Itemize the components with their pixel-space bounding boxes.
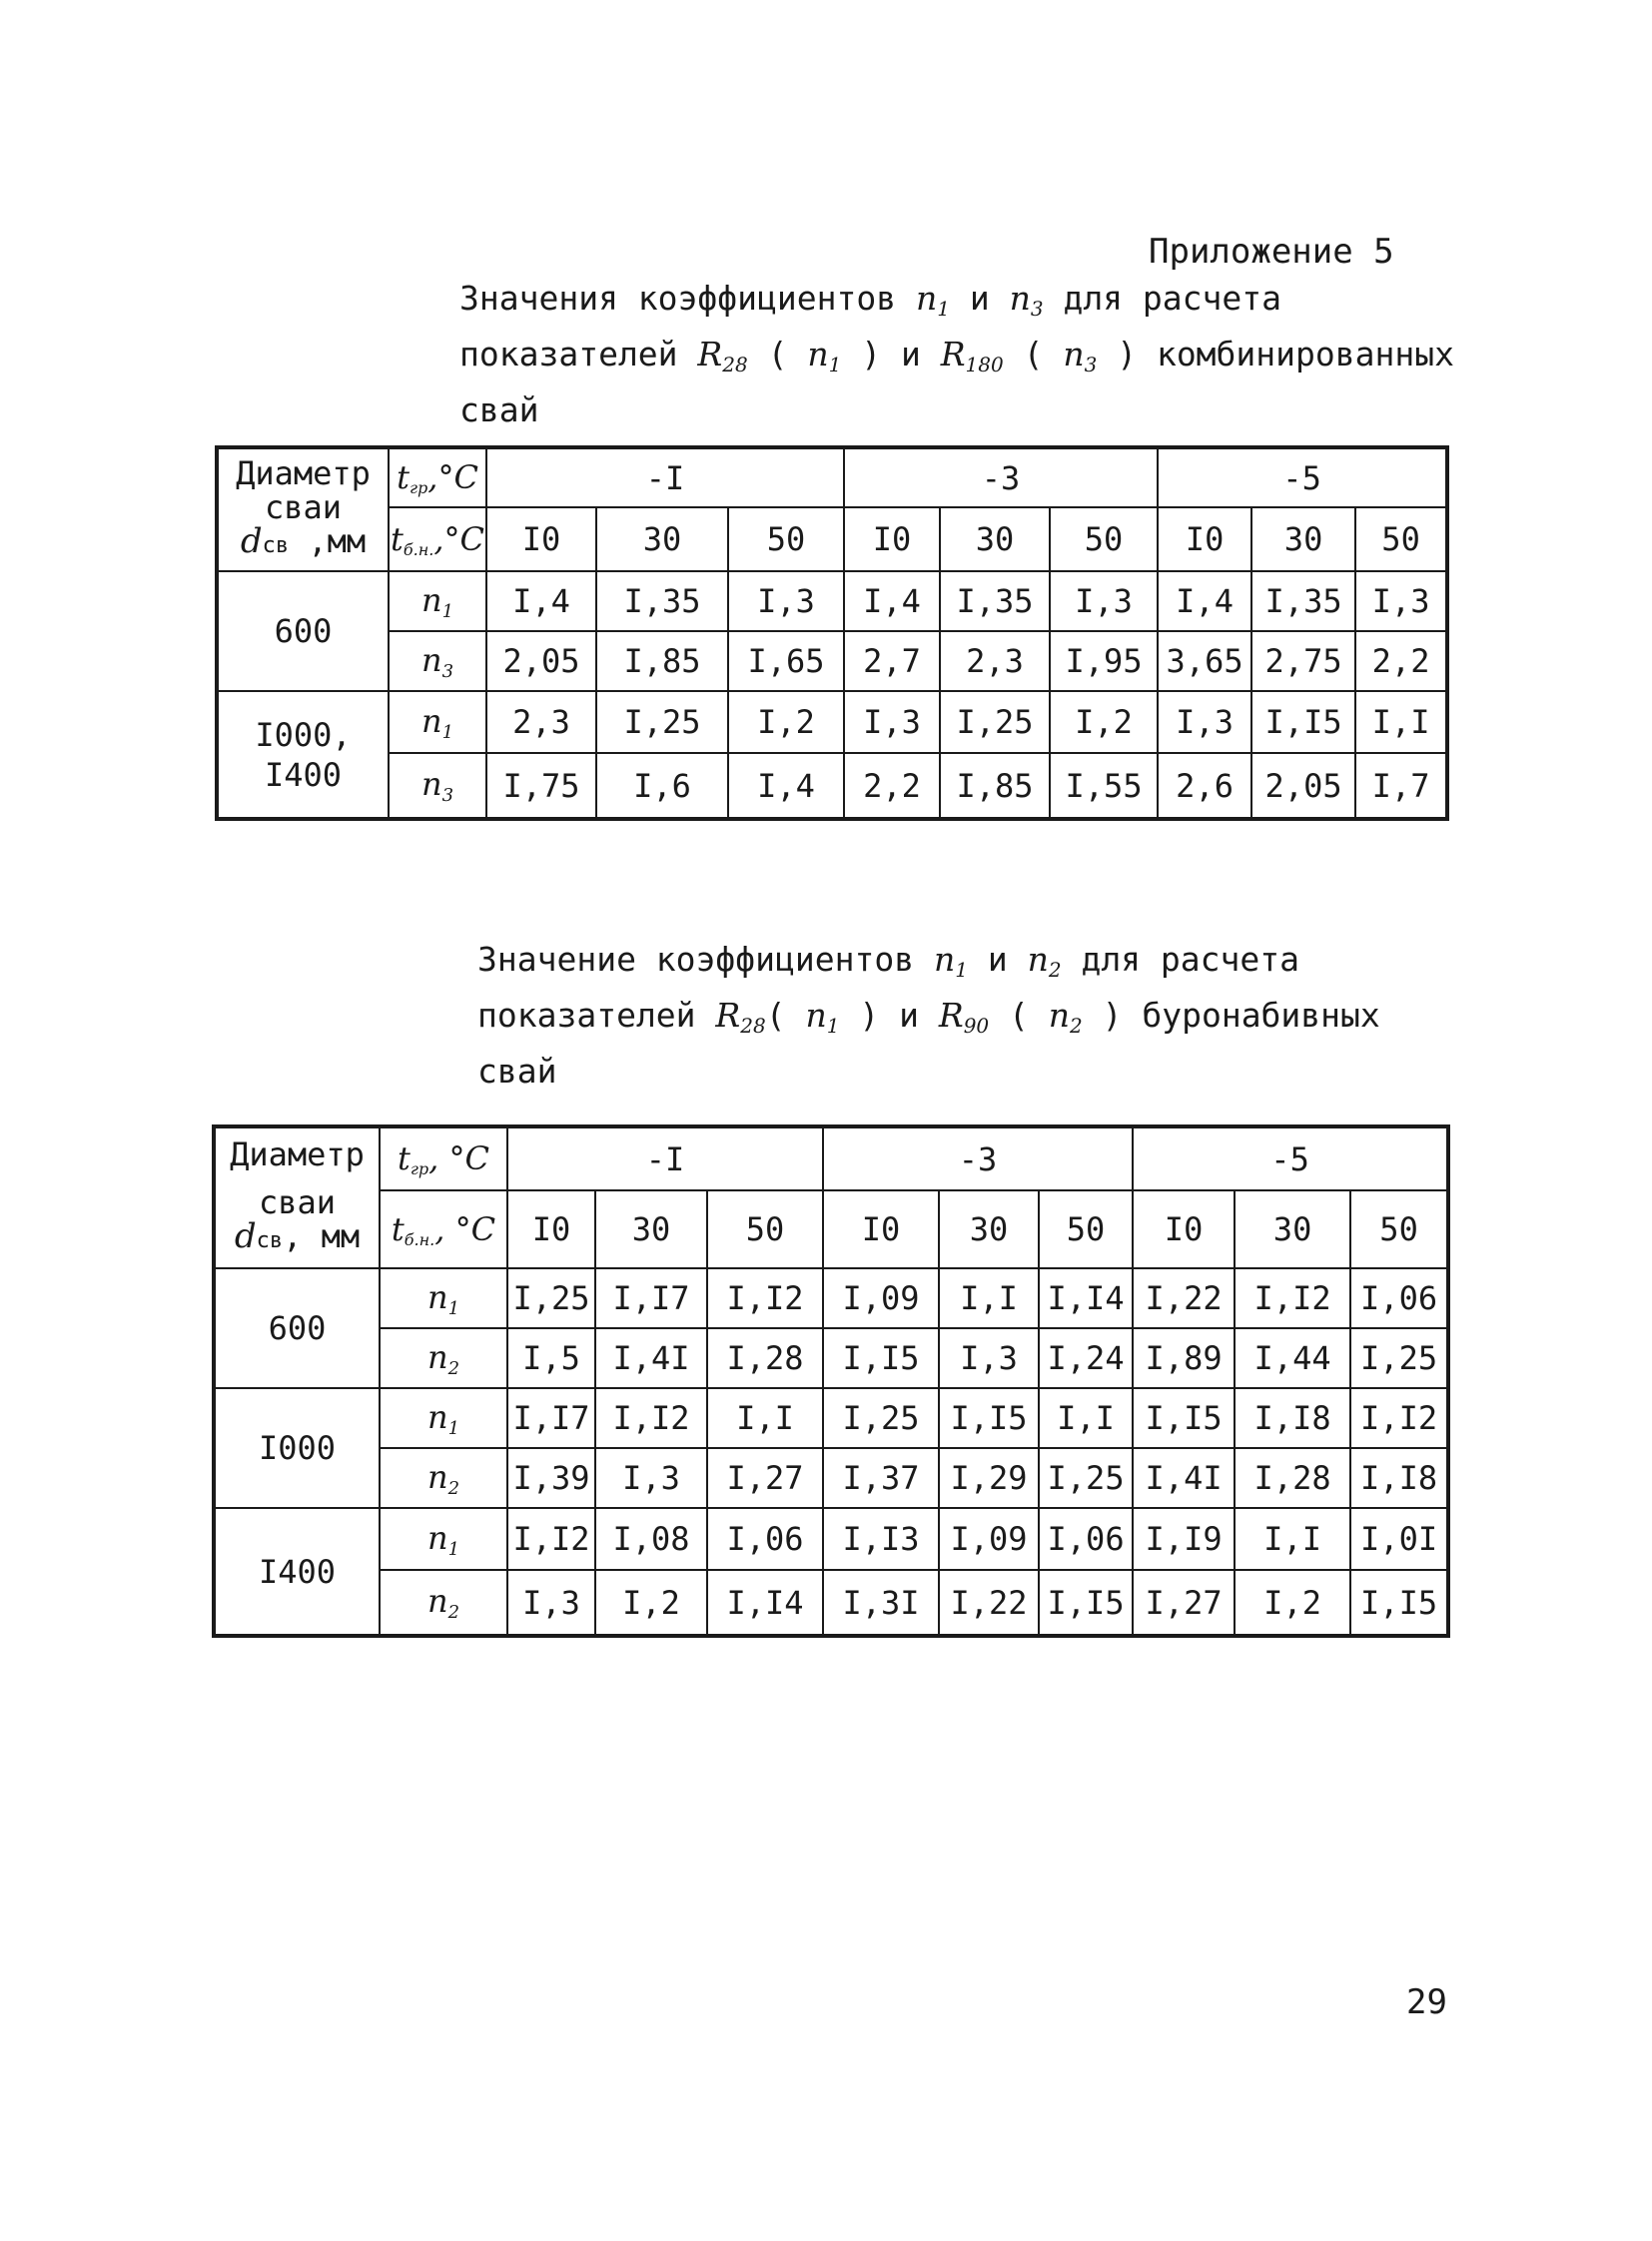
unit-text: , °C [428, 1139, 489, 1177]
symbol-d: d [234, 1216, 257, 1256]
value-cell: I,09 [939, 1508, 1039, 1570]
value-cell: I,25 [823, 1388, 939, 1448]
value-cell: I,28 [1235, 1448, 1350, 1508]
symbol-sub: св [256, 1228, 284, 1253]
symbol-r28: R [715, 996, 741, 1035]
value-cell: I,37 [823, 1448, 939, 1508]
value-cell: I,4 [486, 571, 596, 631]
value-cell: I,7 [1355, 753, 1447, 819]
symbol-r28: R [697, 335, 723, 374]
symbol-t: t [397, 458, 410, 496]
unit-text: , мм [283, 1217, 361, 1255]
value-cell: I,I9 [1133, 1508, 1235, 1570]
temp-group-header: -3 [844, 447, 1158, 507]
subtemp-header: 50 [1039, 1190, 1133, 1268]
symbol-n2: n [1027, 940, 1049, 979]
subtemp-header: 50 [1355, 507, 1447, 571]
caption-text: ) и [841, 335, 941, 374]
value-cell: I,3 [844, 691, 940, 753]
value-cell: I,I8 [1235, 1388, 1350, 1448]
value-cell: I,I4 [1039, 1268, 1133, 1328]
subtemp-header: 30 [939, 1190, 1039, 1268]
subtemp-header: 50 [728, 507, 844, 571]
symbol-n: n [420, 701, 442, 740]
subtemp-header: I0 [1158, 507, 1251, 571]
caption-line [477, 937, 1380, 993]
symbol-n1: n [933, 940, 956, 979]
value-cell: I,25 [940, 691, 1050, 753]
header-text: сваи [264, 488, 343, 526]
symbol-sub: 180 [965, 353, 1004, 376]
subtemp-header: I0 [1133, 1190, 1235, 1268]
tbn-header [389, 507, 486, 571]
symbol-n: n [426, 1397, 448, 1436]
caption-line [459, 276, 1454, 332]
symbol-sub: гр [410, 1159, 429, 1178]
header-text: Диаметр [230, 1135, 365, 1173]
symbol-n: n [426, 1457, 448, 1496]
value-cell: I,4I [595, 1328, 707, 1388]
value-cell: I,0I [1350, 1508, 1448, 1570]
value-cell: I,3 [1050, 571, 1158, 631]
symbol-n3: n [1063, 335, 1085, 374]
value-cell: I,I5 [1133, 1388, 1235, 1448]
value-cell: I,06 [1039, 1508, 1133, 1570]
symbol-t: t [391, 1209, 405, 1248]
value-cell: I,I5 [1350, 1570, 1448, 1636]
value-cell: I,06 [707, 1508, 823, 1570]
symbol-n: n [426, 1582, 448, 1620]
symbol-sub: 2 [1070, 1014, 1083, 1038]
caption-text: ( [989, 996, 1049, 1035]
symbol-sub: 1 [937, 297, 950, 321]
symbol-sub: 28 [740, 1014, 766, 1038]
value-cell: I,I5 [939, 1388, 1039, 1448]
value-cell: I,44 [1235, 1328, 1350, 1388]
caption-line: свай [477, 1052, 557, 1091]
symbol-n1: n [807, 335, 829, 374]
subtemp-header: I0 [507, 1190, 595, 1268]
table2-caption [477, 937, 1380, 1095]
value-cell: I,2 [595, 1570, 707, 1636]
diameter-header [214, 1126, 380, 1268]
value-cell: 2,05 [1251, 753, 1355, 819]
value-cell: I,09 [823, 1268, 939, 1328]
diameter-cell: I400 [214, 1508, 380, 1636]
param-cell [389, 691, 486, 753]
coefficients-table-combined [215, 445, 1449, 821]
value-cell: 2,2 [844, 753, 940, 819]
value-cell: 2,75 [1251, 631, 1355, 691]
temp-group-header: -5 [1133, 1126, 1448, 1190]
caption-text: и [967, 940, 1028, 979]
symbol-sub: св [262, 533, 290, 558]
symbol-t: t [391, 519, 404, 558]
value-cell: I,22 [1133, 1268, 1235, 1328]
symbol-sub: 2 [447, 1477, 460, 1499]
value-cell: I,I [939, 1268, 1039, 1328]
value-cell: I,2 [1050, 691, 1158, 753]
symbol-d: d [240, 521, 263, 561]
value-cell: I,I [1235, 1508, 1350, 1570]
value-cell: I,35 [940, 571, 1050, 631]
coefficients-table-bored [212, 1124, 1450, 1638]
symbol-r180: R [940, 335, 966, 374]
symbol-t: t [397, 1139, 411, 1177]
param-cell [389, 753, 486, 819]
caption-text: Значения коэффициентов [459, 279, 916, 318]
caption-text: Значение коэффициентов [477, 940, 934, 979]
value-cell: I,89 [1133, 1328, 1235, 1388]
symbol-sub: 1 [441, 600, 454, 622]
caption-text: ( [1003, 335, 1064, 374]
value-cell: I,I [1355, 691, 1447, 753]
caption-text: показателей [459, 335, 698, 374]
symbol-sub: 1 [826, 1014, 840, 1038]
value-cell: I,I8 [1350, 1448, 1448, 1508]
symbol-sub: 2 [447, 1357, 460, 1379]
diameter-cell: 600 [217, 571, 389, 691]
value-cell: I,I2 [707, 1268, 823, 1328]
param-cell [380, 1570, 507, 1636]
symbol-sub: 1 [447, 1538, 460, 1560]
value-cell: I,25 [596, 691, 728, 753]
caption-text: ( [765, 996, 806, 1035]
symbol-sub: 3 [1030, 297, 1044, 321]
symbol-sub: 1 [955, 958, 968, 982]
symbol-r90: R [938, 996, 964, 1035]
value-cell: 2,3 [486, 691, 596, 753]
caption-text: для расчета [1061, 940, 1299, 979]
param-cell [389, 571, 486, 631]
symbol-sub: б.н. [403, 539, 434, 559]
param-cell [380, 1328, 507, 1388]
value-cell: I,08 [595, 1508, 707, 1570]
value-cell: I,27 [707, 1448, 823, 1508]
symbol-sub: 3 [441, 785, 454, 806]
value-cell: I,55 [1050, 753, 1158, 819]
value-cell: I,4 [728, 753, 844, 819]
value-cell: I,I [707, 1388, 823, 1448]
unit-text: , °C [434, 1209, 496, 1248]
symbol-n: n [420, 580, 442, 619]
value-cell: I,I7 [595, 1268, 707, 1328]
symbol-sub: 1 [828, 353, 842, 376]
symbol-sub: 28 [722, 353, 748, 376]
value-cell: I,3 [507, 1570, 595, 1636]
caption-text: и [949, 279, 1010, 318]
value-cell: I,29 [939, 1448, 1039, 1508]
param-cell [380, 1448, 507, 1508]
value-cell: I,65 [728, 631, 844, 691]
value-cell: I,4I [1133, 1448, 1235, 1508]
value-cell: I,4 [1158, 571, 1251, 631]
symbol-n: n [426, 1518, 448, 1557]
value-cell: I,85 [940, 753, 1050, 819]
symbol-n: n [420, 765, 442, 803]
symbol-n1: n [805, 996, 827, 1035]
symbol-n3: n [1009, 279, 1031, 318]
value-cell: I,85 [596, 631, 728, 691]
value-cell: I,3 [1355, 571, 1447, 631]
value-cell: I,39 [507, 1448, 595, 1508]
caption-text: ) комбинированных [1097, 335, 1454, 374]
caption-text: показателей [477, 996, 716, 1035]
param-cell [380, 1508, 507, 1570]
value-cell: I,3 [1158, 691, 1251, 753]
value-cell: I,35 [596, 571, 728, 631]
caption-text: ) буронабивных [1082, 996, 1380, 1035]
value-cell: I,I7 [507, 1388, 595, 1448]
subtemp-header: I0 [844, 507, 940, 571]
value-cell: I,06 [1350, 1268, 1448, 1328]
value-cell: I,75 [486, 753, 596, 819]
subtemp-header: 30 [940, 507, 1050, 571]
value-cell: I,22 [939, 1570, 1039, 1636]
value-cell: I,I5 [1039, 1570, 1133, 1636]
symbol-n2: n [1048, 996, 1071, 1035]
value-cell: I,I3 [823, 1508, 939, 1570]
value-cell: I,24 [1039, 1328, 1133, 1388]
tgr-header [389, 447, 486, 507]
temp-group-header: -I [486, 447, 844, 507]
caption-text: для расчета [1043, 279, 1281, 318]
value-cell: I,I5 [1251, 691, 1355, 753]
symbol-sub: 3 [441, 660, 454, 682]
value-cell: 2,05 [486, 631, 596, 691]
value-cell: I,6 [596, 753, 728, 819]
symbol-sub: 1 [447, 1297, 460, 1319]
table1-caption [459, 276, 1454, 433]
symbol-sub: 1 [441, 721, 454, 743]
symbol-sub: 1 [447, 1417, 460, 1439]
value-cell: I,3 [728, 571, 844, 631]
value-cell: 2,6 [1158, 753, 1251, 819]
temp-group-header: -5 [1158, 447, 1447, 507]
tgr-header [380, 1126, 507, 1190]
value-cell: I,25 [507, 1268, 595, 1328]
subtemp-header: I0 [823, 1190, 939, 1268]
value-cell: I,27 [1133, 1570, 1235, 1636]
value-cell: 2,7 [844, 631, 940, 691]
symbol-sub: 2 [1048, 958, 1062, 982]
value-cell: I,3 [595, 1448, 707, 1508]
diameter-cell: I000 [214, 1388, 380, 1508]
value-cell: I,I2 [507, 1508, 595, 1570]
value-cell: I,35 [1251, 571, 1355, 631]
value-cell: I,I5 [823, 1328, 939, 1388]
subtemp-header: 30 [595, 1190, 707, 1268]
value-cell: I,2 [728, 691, 844, 753]
caption-text: ( [747, 335, 808, 374]
param-cell [380, 1388, 507, 1448]
value-cell: 3,65 [1158, 631, 1251, 691]
value-cell: I,2 [1235, 1570, 1350, 1636]
caption-line: свай [459, 390, 539, 429]
value-cell: I,I2 [595, 1388, 707, 1448]
param-cell [380, 1268, 507, 1328]
temp-group-header: -3 [823, 1126, 1133, 1190]
param-cell [389, 631, 486, 691]
symbol-n: n [426, 1277, 448, 1316]
caption-line [459, 332, 1454, 387]
value-cell: 2,3 [940, 631, 1050, 691]
header-text: Диаметр [236, 454, 371, 492]
page-number: 29 [1406, 1982, 1447, 2022]
diameter-text: I400 [264, 755, 343, 794]
subtemp-header: 50 [707, 1190, 823, 1268]
value-cell: I,3 [939, 1328, 1039, 1388]
diameter-cell: 600 [214, 1268, 380, 1388]
value-cell: I,I4 [707, 1570, 823, 1636]
header-symbol [219, 521, 388, 563]
value-cell: 2,2 [1355, 631, 1447, 691]
symbol-sub: 90 [963, 1014, 990, 1038]
value-cell: I,4 [844, 571, 940, 631]
symbol-sub: б.н. [404, 1229, 435, 1249]
header-text: сваи [258, 1183, 337, 1221]
symbol-n: n [420, 640, 442, 679]
caption-text: ) и [839, 996, 939, 1035]
subtemp-header: 30 [1235, 1190, 1350, 1268]
unit-text: ,мм [289, 522, 367, 560]
subtemp-header: 30 [596, 507, 728, 571]
symbol-sub: 3 [1084, 353, 1098, 376]
symbol-n1: n [915, 279, 938, 318]
header-symbol [216, 1216, 379, 1258]
appendix-label: Приложение 5 [1149, 232, 1394, 272]
subtemp-header: 30 [1251, 507, 1355, 571]
value-cell: I,3I [823, 1570, 939, 1636]
symbol-sub: 2 [447, 1602, 460, 1623]
caption-line [477, 993, 1380, 1049]
value-cell: I,25 [1039, 1448, 1133, 1508]
value-cell: I,95 [1050, 631, 1158, 691]
value-cell: I,25 [1350, 1328, 1448, 1388]
value-cell: I,5 [507, 1328, 595, 1388]
diameter-header [217, 447, 389, 571]
subtemp-header: I0 [486, 507, 596, 571]
tbn-header [380, 1190, 507, 1268]
diameter-text: I000, [255, 715, 352, 754]
temp-group-header: -I [507, 1126, 823, 1190]
unit-text: ,°C [427, 458, 478, 496]
subtemp-header: 50 [1350, 1190, 1448, 1268]
value-cell: I,I2 [1235, 1268, 1350, 1328]
diameter-cell [217, 691, 389, 819]
subtemp-header: 50 [1050, 507, 1158, 571]
value-cell: I,I2 [1350, 1388, 1448, 1448]
value-cell: I,28 [707, 1328, 823, 1388]
symbol-n: n [426, 1337, 448, 1376]
unit-text: ,°C [433, 519, 484, 558]
value-cell: I,I [1039, 1388, 1133, 1448]
symbol-sub: гр [409, 478, 428, 497]
